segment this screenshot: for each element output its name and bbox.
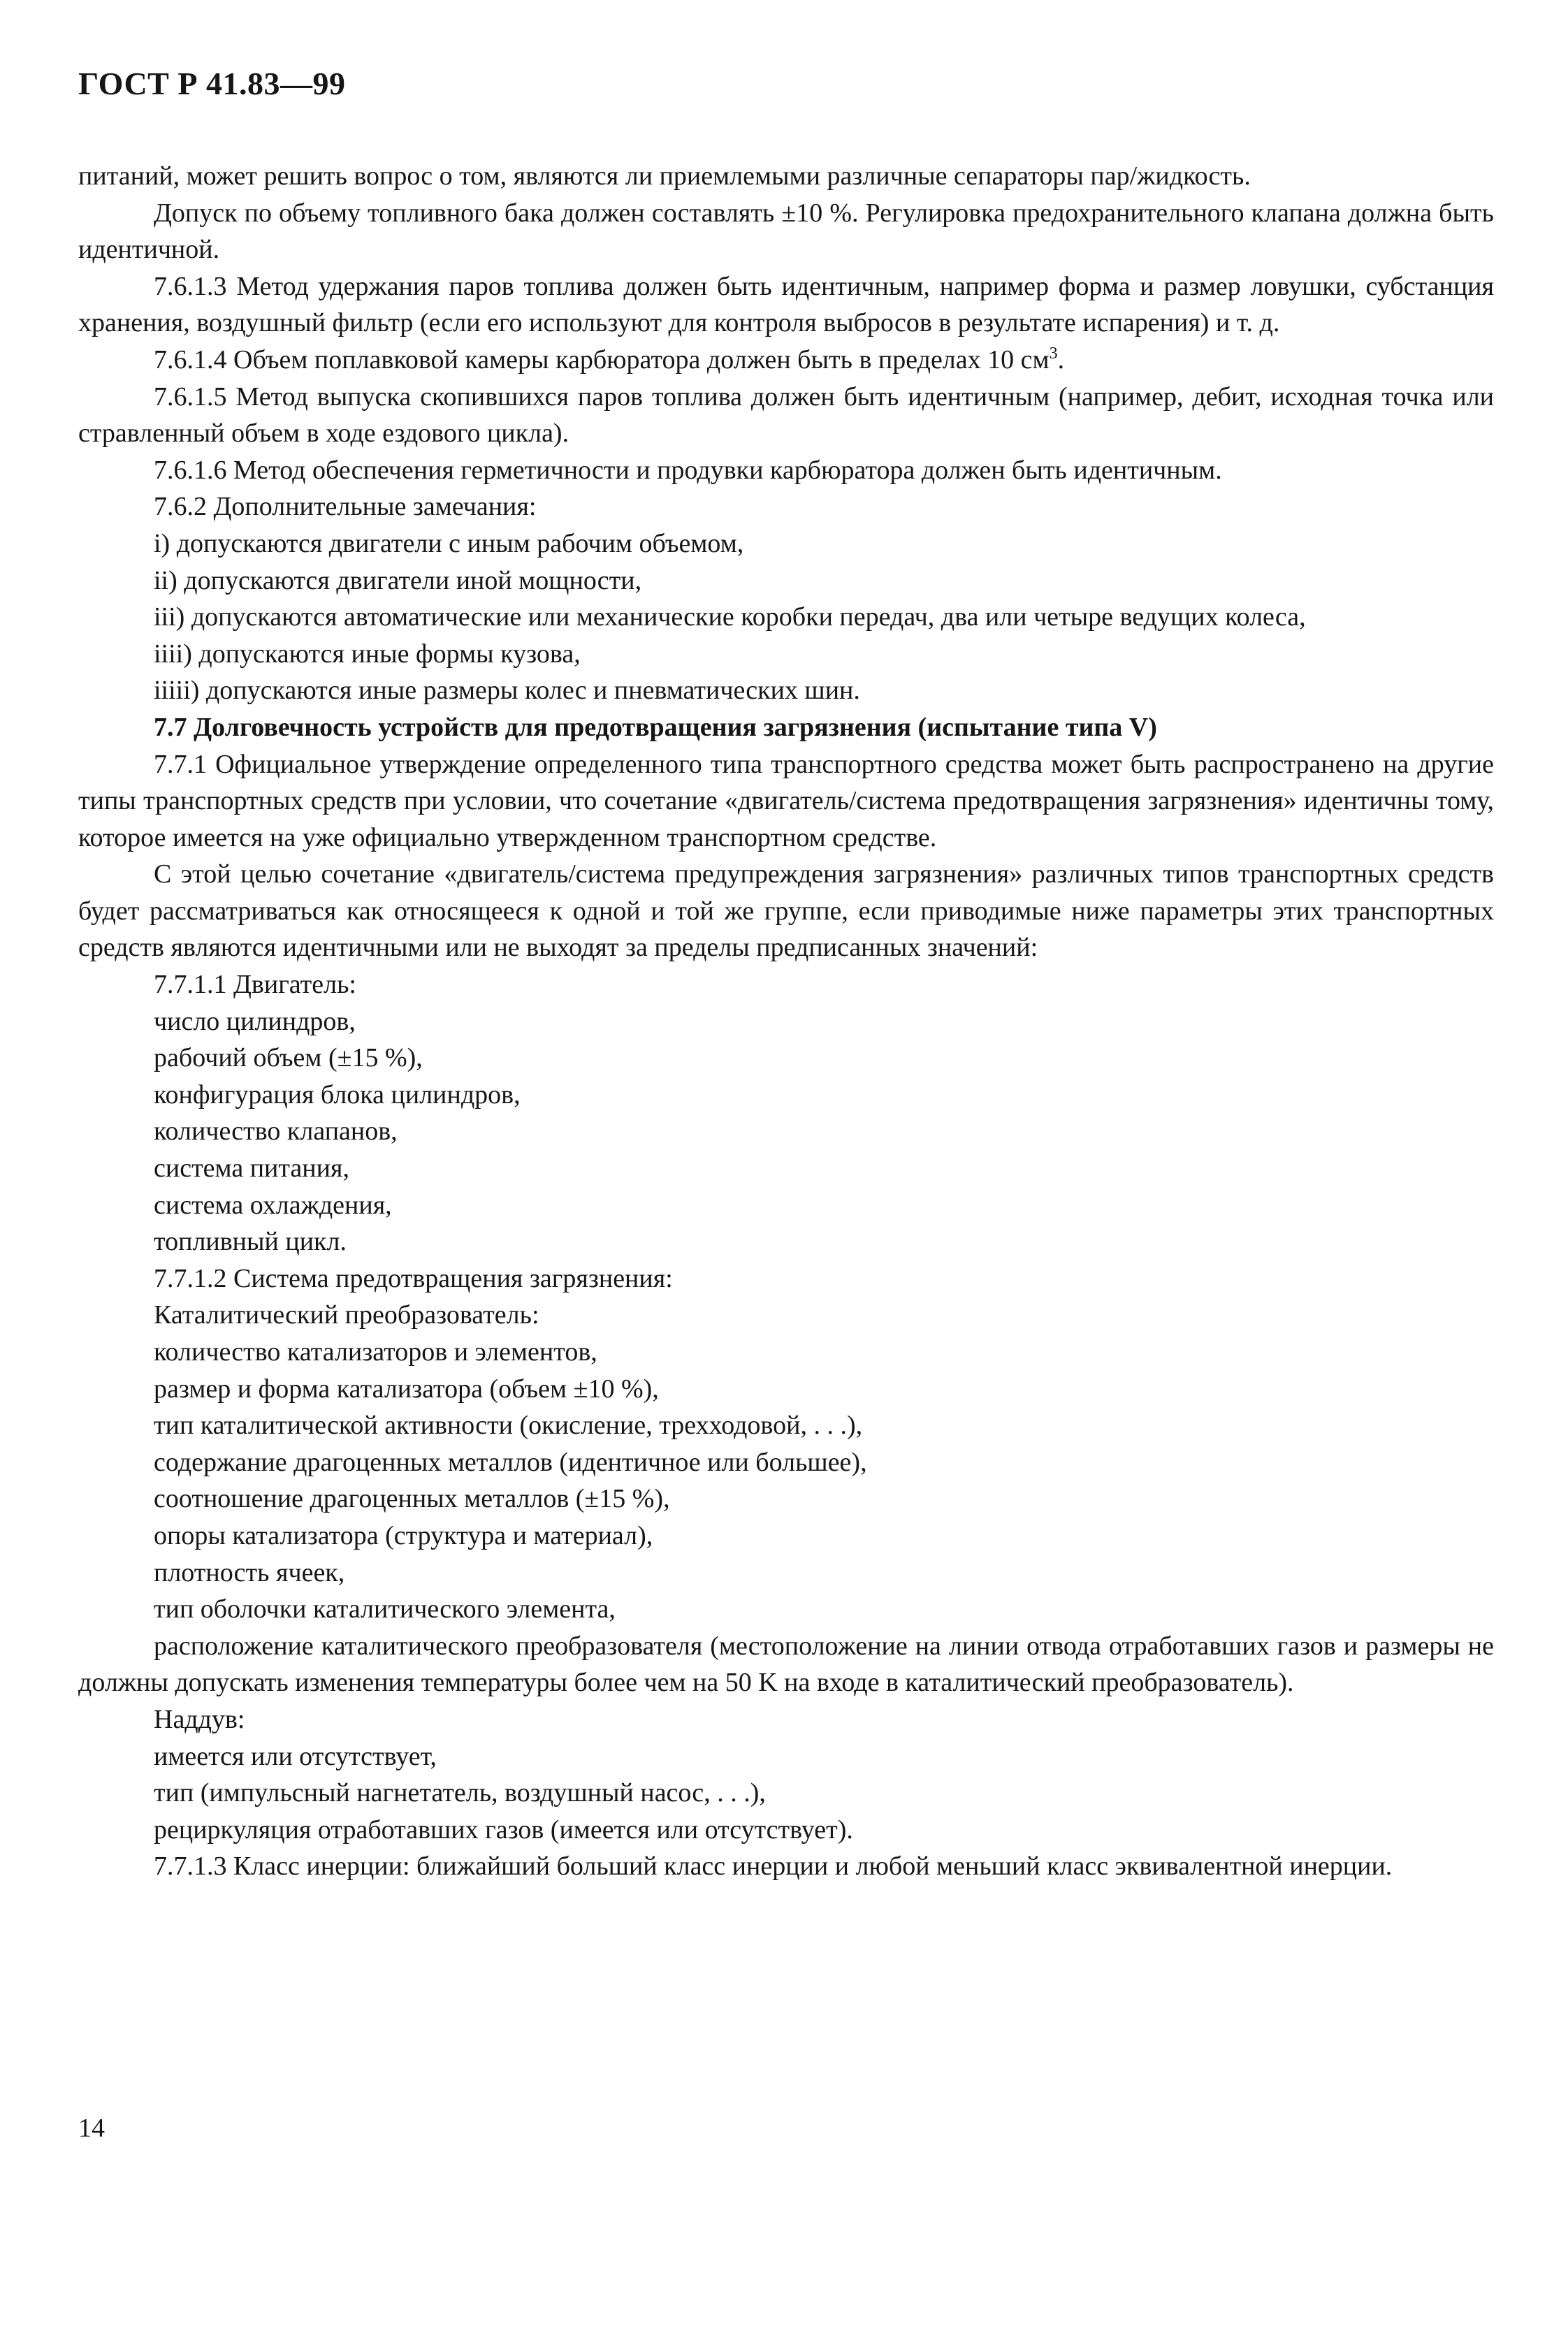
list-item: количество клапанов, — [154, 1116, 398, 1147]
list-item: количество катализаторов и элементов, — [154, 1337, 597, 1367]
paragraph: питаний, может решить вопрос о том, являются ли приемлемыми различные сепараторы пар/жидкость. — [78, 161, 1251, 191]
list-item: число цилиндров, — [154, 1006, 356, 1036]
clause-7-6-1-6: 7.6.1.6 Метод обеспечения герметичности и продувки карбюратора должен быть идентичным. — [154, 455, 1222, 485]
clause-7-7-1-1: 7.7.1.1 Двигатель: — [154, 970, 356, 1000]
list-item: iiii) допускаются иные формы кузова, — [154, 639, 581, 669]
list-item: топливный цикл. — [154, 1227, 347, 1257]
clause-7-7-1: 7.7.1 Официальное утверждение определенного типа транспортного средства может быть распространено на другие типы транспортных средств при условии, что сочетание «двигатель/система предотвращения загрязнения» идентичны тому, которое имеется на уже официально утвержденном транспортном средстве. — [78, 749, 1494, 852]
list-item: тип оболочки каталитического элемента, — [154, 1594, 616, 1624]
list-item: имеется или отсутствует, — [154, 1741, 437, 1771]
clause-7-7-1-3: 7.7.1.3 Класс инерции: ближайший больший класс инерции и любой меньший класс эквивалентной инерции. — [154, 1852, 1393, 1882]
document-body — [78, 158, 1494, 1885]
clause-7-6-1-4 — [78, 342, 1494, 379]
list-item: размер и форма катализатора (объем ±10 %), — [154, 1374, 659, 1404]
list-item: рециркуляция отработавших газов (имеется или отсутствует). — [154, 1814, 853, 1845]
list-item: расположение каталитического преобразователя (местоположение на линии отвода отработавших газов и размеры не должны допускать изменения температуры более чем на 50 K на входе в каталитический преобразователь). — [78, 1631, 1494, 1698]
list-item: соотношение драгоценных металлов (±15 %), — [154, 1484, 670, 1514]
list-item: iii) допускаются автоматические или механические коробки передач, два или четыре ведущих колеса, — [154, 602, 1306, 632]
list-item: содержание драгоценных металлов (идентичное или большее), — [154, 1447, 867, 1477]
clause-7-6-1-3: 7.6.1.3 Метод удержания паров топлива должен быть идентичным, например форма и размер ловушки, субстанция хранения, воздушный фильтр (если его используют для контроля выбросов в результате испарения) и т. д. — [78, 271, 1494, 338]
list-item: iiiii) допускаются иные размеры колес и пневматических шин. — [154, 676, 860, 706]
list-item: опоры катализатора (структура и материал), — [154, 1520, 653, 1550]
clause-trailing-period: . — [1057, 344, 1065, 374]
clause-7-6-1-5: 7.6.1.5 Метод выпуска скопившихся паров топлива должен быть идентичным (например, дебит, исходная точка или стравленный объем в ходе ездового цикла). — [78, 381, 1494, 449]
clause-7-6-2: 7.6.2 Дополнительные замечания: — [154, 492, 537, 522]
list-item: ii) допускаются двигатели иной мощности, — [154, 565, 642, 595]
page-number: 14 — [78, 2114, 105, 2143]
list-item: тип (импульсный нагнетатель, воздушный насос, . . .), — [154, 1778, 766, 1808]
document-header: ГОСТ Р 41.83—99 — [78, 66, 346, 101]
list-item: плотность ячеек, — [154, 1557, 345, 1587]
clause-7-7-1-2: 7.7.1.2 Система предотвращения загрязнения: — [154, 1263, 673, 1293]
subheading: Каталитический преобразователь: — [154, 1300, 539, 1330]
list-item: конфигурация блока цилиндров, — [154, 1079, 521, 1110]
list-item: рабочий объем (±15 %), — [154, 1043, 423, 1073]
list-item: система питания, — [154, 1154, 349, 1184]
list-item: тип каталитической активности (окисление, трехходовой, . . .), — [154, 1411, 863, 1441]
list-item: i) допускаются двигатели с иным рабочим объемом, — [154, 528, 744, 558]
section-heading-7-7: 7.7 Долговечность устройств для предотвращения загрязнения (испытание типа V) — [154, 712, 1157, 742]
superscript-exponent: 3 — [1049, 344, 1058, 363]
list-item: система охлаждения, — [154, 1190, 392, 1220]
clause-text: 7.6.1.4 Объем поплавковой камеры карбюратора должен быть в пределах 10 см — [154, 344, 1050, 374]
paragraph: Допуск по объему топливного бака должен составлять ±10 %. Регулировка предохранительного клапана должна быть идентичной. — [78, 198, 1494, 265]
paragraph: С этой целью сочетание «двигатель/система предупреждения загрязнения» различных типов транспортных средств будет рассматриваться как относящееся к одной и той же группе, если приводимые ниже параметры этих транспортных средств являются идентичными или не выходят за пределы предписанных значений: — [78, 859, 1494, 963]
subheading: Наддув: — [154, 1704, 245, 1734]
